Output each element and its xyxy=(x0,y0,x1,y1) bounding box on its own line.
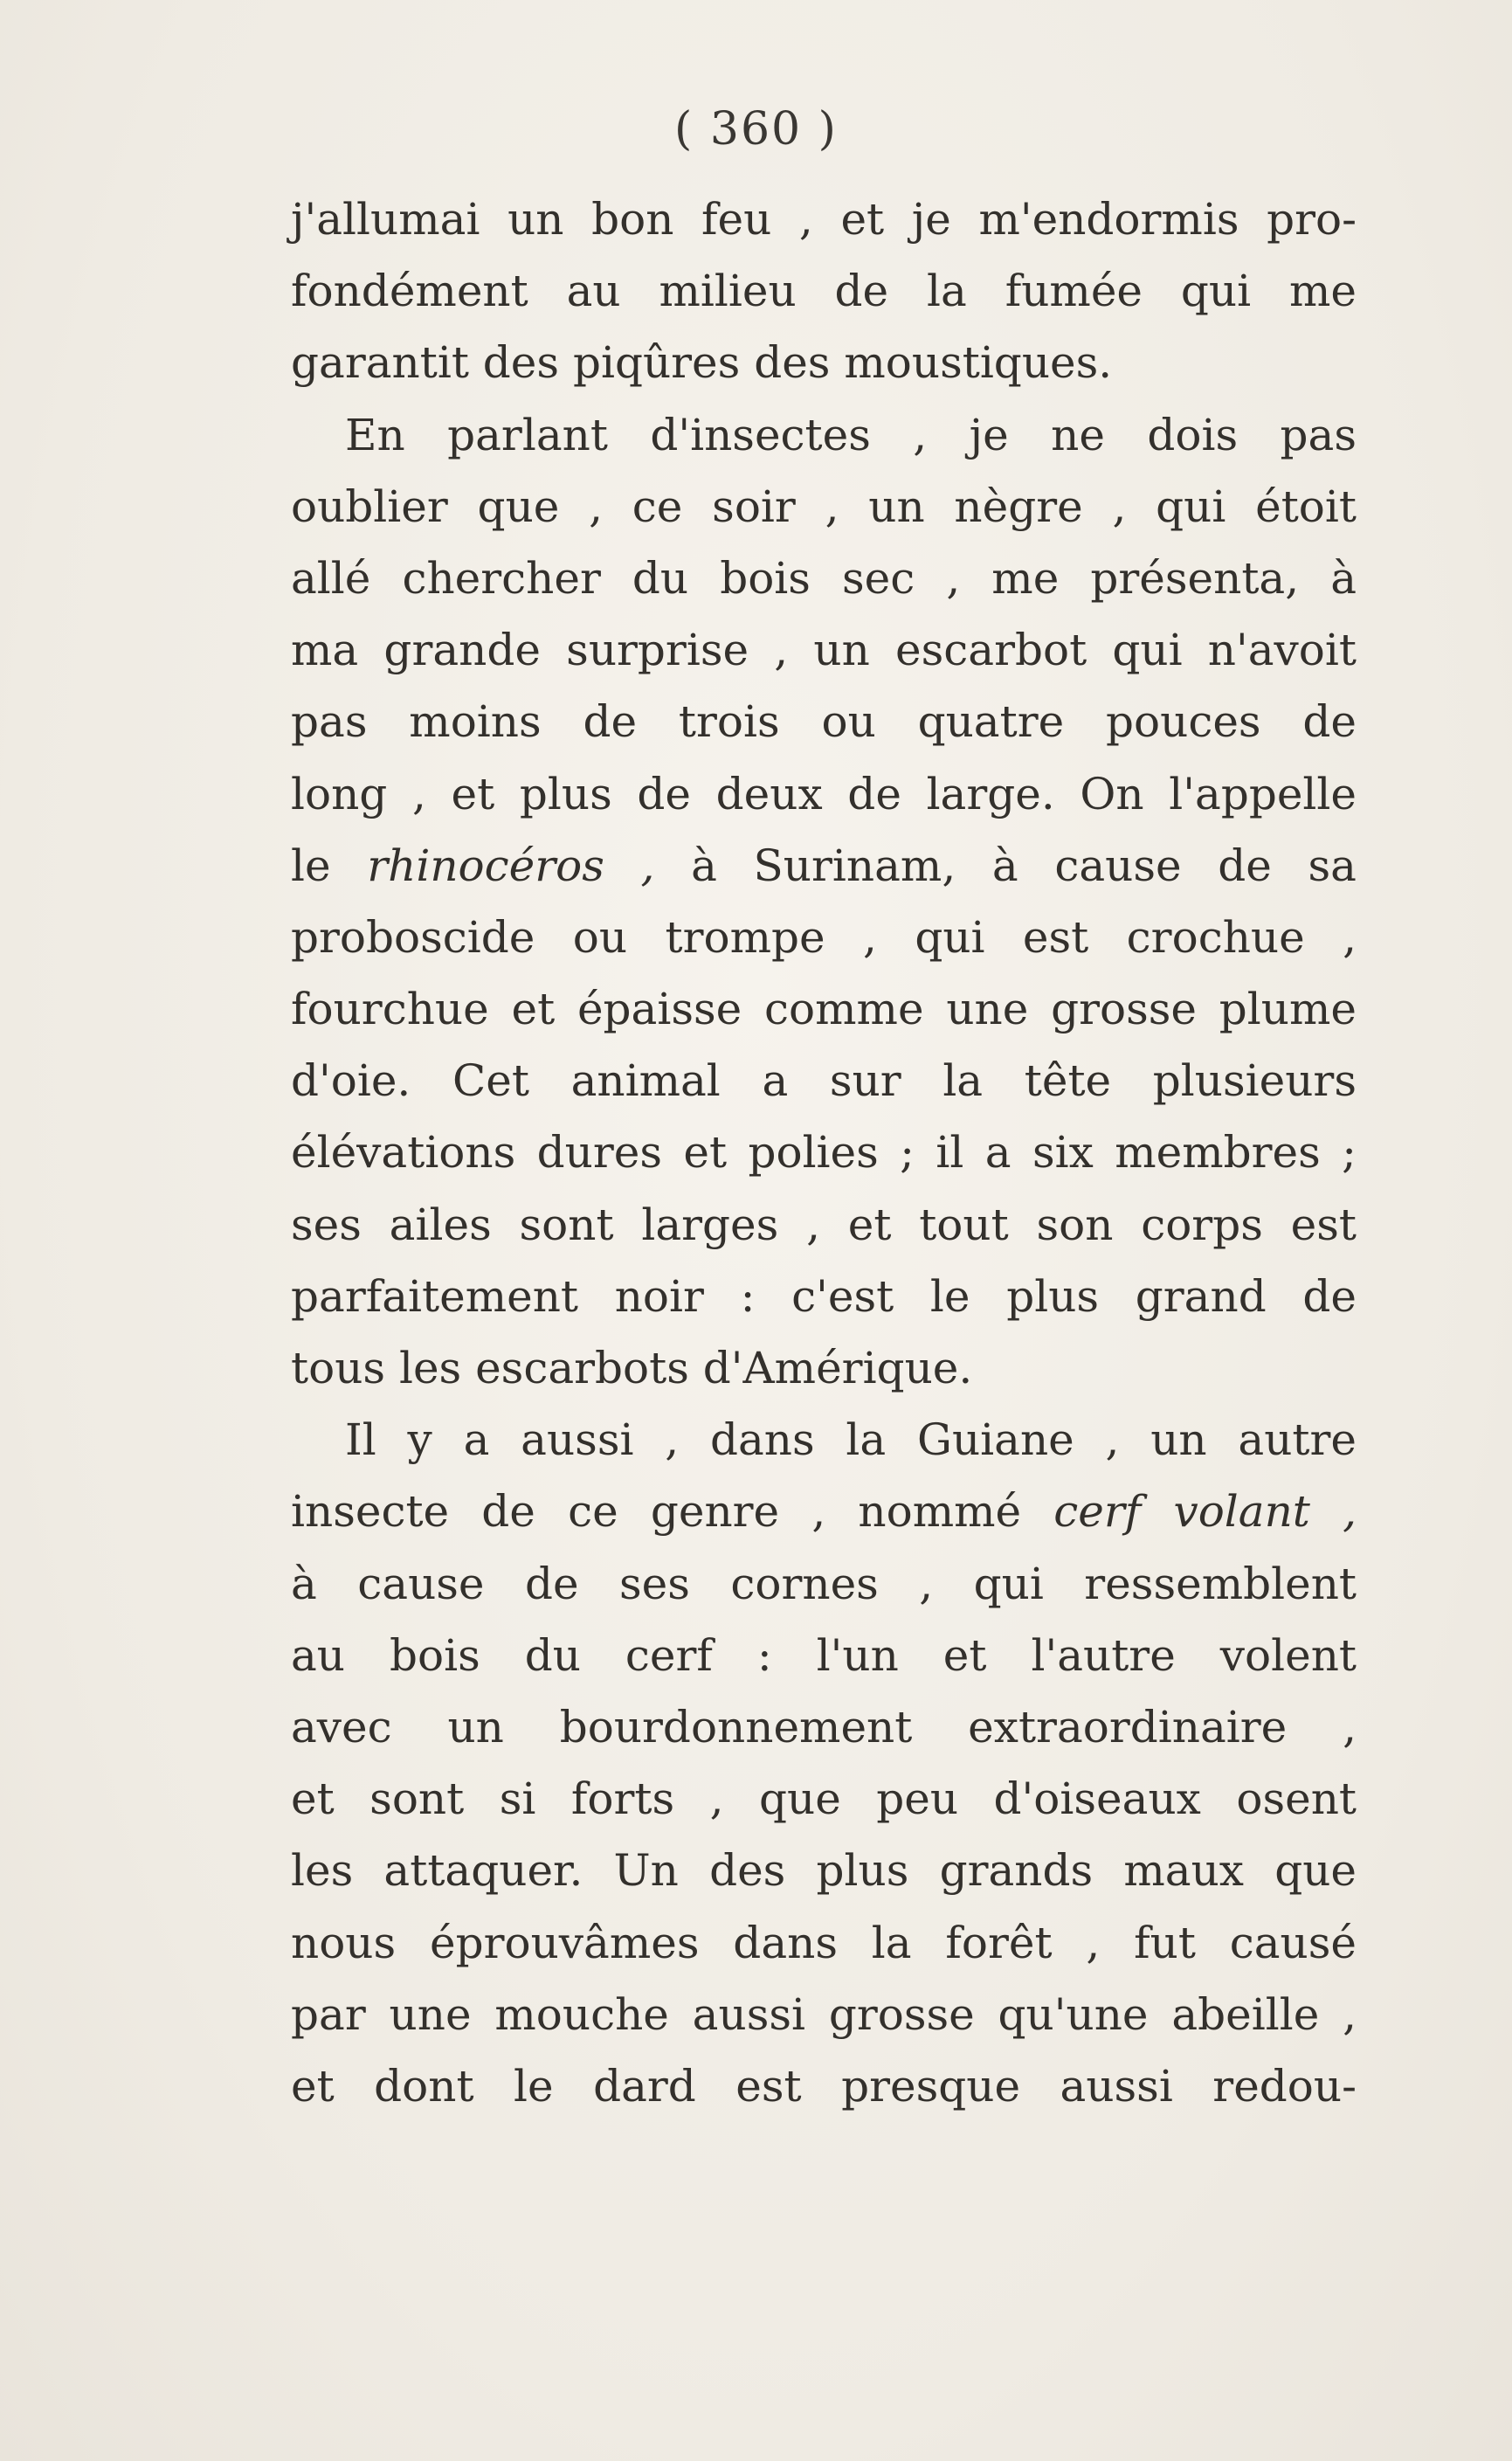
text-line: et dont le dard est presque aussi redou- xyxy=(291,2060,1357,2112)
text-line-with-italic xyxy=(291,1476,1357,1547)
text-line: tous les escarbots d'Amérique. xyxy=(291,1343,973,1393)
text-line: et sont si forts , que peu d'oiseaux osent xyxy=(291,1773,1357,1825)
text-line: nous éprouvâmes dans la forêt , fut causé xyxy=(291,1917,1357,1968)
text-line: garantit des piqûres des moustiques. xyxy=(291,337,1113,389)
text-line: ses ailes sont larges , et tout son corps est xyxy=(291,1199,1357,1250)
text-line: ma grande surprise , un escarbot qui n'avoit xyxy=(291,625,1357,676)
text-line: à cause de ses cornes , qui ressemblent xyxy=(291,1558,1357,1609)
text-line: par une mouche aussi grosse qu'une abeille , xyxy=(291,1988,1357,2040)
text-line: j'allumai un bon feu , et je m'endormis pro- xyxy=(291,194,1357,245)
text-line: élévations dures et polies ; il a six membres ; xyxy=(291,1127,1357,1179)
text-line: allé chercher du bois sec , me présenta, à xyxy=(291,552,1357,604)
text-line: avec un bourdonnement extraordinaire , xyxy=(291,1701,1357,1752)
paragraph-start-line: Il y a aussi , dans la Guiane , un autre xyxy=(345,1414,1357,1466)
text-line: long , et plus de deux de large. On l'appelle xyxy=(291,768,1357,819)
line-text: insecte de ce genre , nommé xyxy=(291,1486,1054,1538)
text-line-with-italic xyxy=(291,830,1357,902)
line-text: le xyxy=(291,840,368,891)
text-line: au bois du cerf : l'un et l'autre volent xyxy=(291,1629,1357,1681)
text-line: oublier que , ce soir , un nègre , qui étoit xyxy=(291,480,1357,532)
text-line: pas moins de trois ou quatre pouces de xyxy=(291,696,1357,748)
text-line: les attaquer. Un des plus grands maux que xyxy=(291,1845,1357,1897)
text-line: d'oie. Cet animal a sur la tête plusieurs xyxy=(291,1055,1357,1107)
text-line: fondément au milieu de la fumée qui me xyxy=(291,266,1357,317)
body-text xyxy=(291,183,1357,2122)
line-text: à Surinam, à cause de sa xyxy=(654,840,1357,891)
text-line: fourchue et épaisse comme une grosse plume xyxy=(291,984,1357,1035)
text-line: parfaitement noir : c'est le plus grand de xyxy=(291,1270,1357,1322)
italic-term-rhinoceros: rhinocéros , xyxy=(367,840,655,891)
page-number-header: ( 360 ) xyxy=(674,103,838,156)
italic-term-cerf-volant: cerf volant , xyxy=(1053,1486,1357,1538)
text-line: proboscide ou trompe , qui est crochue , xyxy=(291,911,1357,963)
paragraph-start-line: En parlant d'insectes , je ne dois pas xyxy=(345,409,1357,460)
